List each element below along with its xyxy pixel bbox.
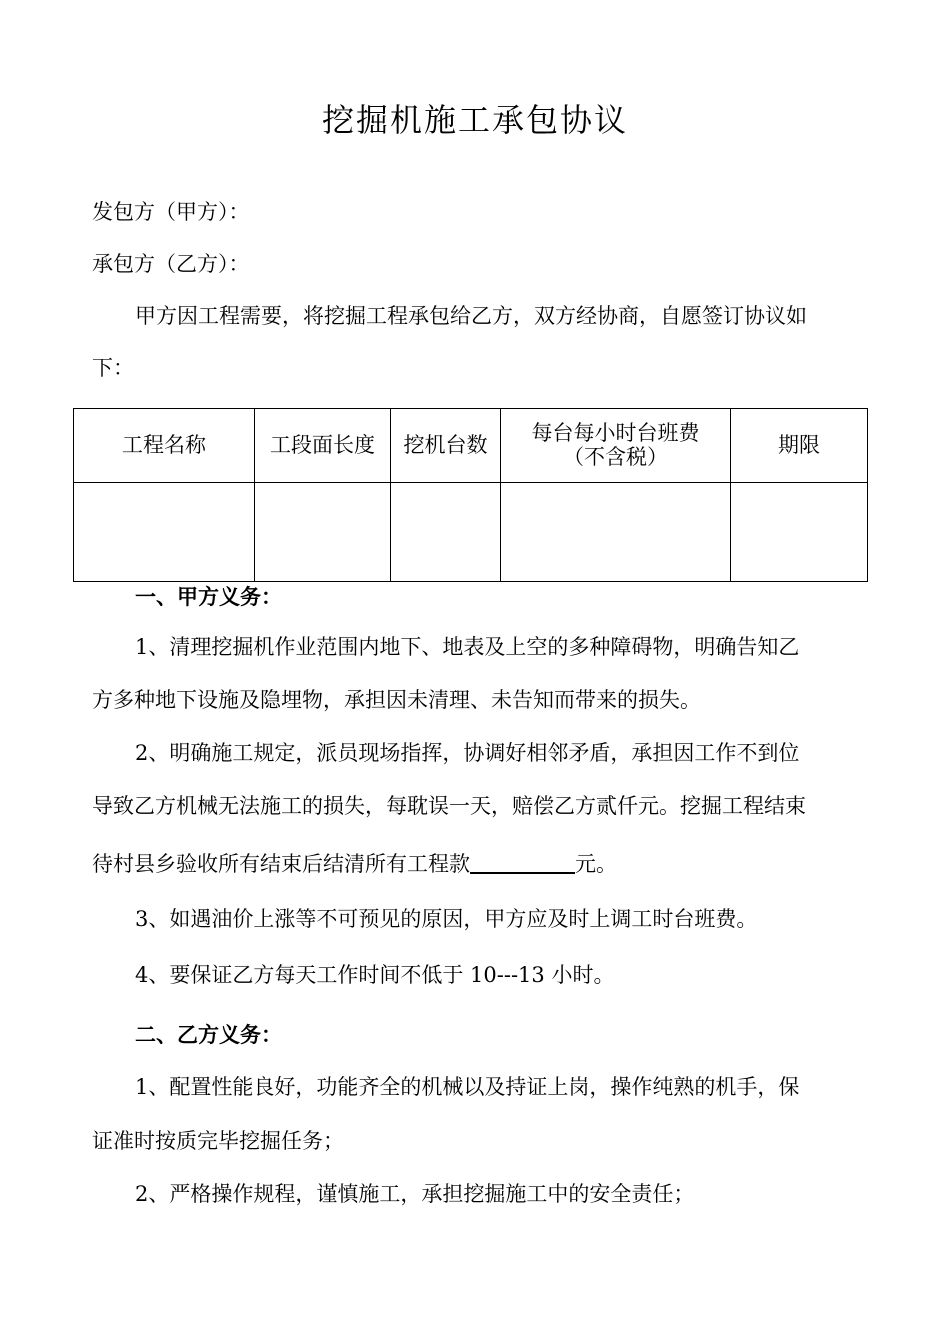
project-table bbox=[73, 408, 868, 582]
section-heading-party-b: 二、乙方义务： bbox=[135, 1022, 282, 1047]
section-heading-party-a: 一、甲方义务： bbox=[135, 584, 282, 609]
tax-note: （不含税） bbox=[563, 444, 668, 469]
currency-unit: 元。 bbox=[575, 852, 617, 876]
hourly-fee-header: 每台每小时台班费 bbox=[531, 421, 700, 446]
table-row bbox=[74, 483, 868, 582]
table-header-cell: 挖机台数 bbox=[391, 409, 501, 483]
party-a-clause-4: 4、要保证乙方每天工作时间不低于 10---13 小时。 bbox=[135, 963, 615, 987]
party-b-clause-1-continued: 证准时按质完毕挖掘任务； bbox=[92, 1129, 344, 1153]
document-title: 挖掘机施工承包协议 bbox=[321, 101, 628, 139]
table-header-cell: 工段面长度 bbox=[255, 409, 391, 483]
party-a-clause-3: 3、如遇油价上涨等不可预见的原因，甲方应及时上调工时台班费。 bbox=[135, 907, 758, 931]
table-cell bbox=[74, 483, 255, 582]
table-header-cell: 期限 bbox=[731, 409, 868, 483]
party-a-clause-2-continued: 导致乙方机械无法施工的损失，每耽误一天，赔偿乙方贰仟元。挖掘工程结束 bbox=[92, 794, 806, 818]
table-cell bbox=[255, 483, 391, 582]
party-b-clause-1: 1、配置性能良好，功能齐全的机械以及持证上岗，操作纯熟的机手，保 bbox=[135, 1075, 800, 1099]
table-cell bbox=[501, 483, 731, 582]
party-a-clause-1-continued: 方多种地下设施及隐埋物，承担因未清理、未告知而带来的损失。 bbox=[92, 688, 701, 712]
party-a-line: 发包方（甲方）： bbox=[92, 200, 250, 224]
party-a-clause-2-payment-line bbox=[92, 852, 858, 875]
amount-blank bbox=[470, 852, 575, 874]
table-header-row bbox=[74, 409, 868, 483]
table-header-cell bbox=[501, 409, 731, 483]
party-b-clause-2: 2、严格操作规程，谨慎施工，承担挖掘施工中的安全责任； bbox=[135, 1182, 695, 1206]
payment-text: 待村县乡验收所有结束后结清所有工程款 bbox=[92, 852, 470, 876]
party-a-clause-2: 2、明确施工规定，派员现场指挥，协调好相邻矛盾，承担因工作不到位 bbox=[135, 741, 800, 765]
intro-paragraph: 甲方因工程需要，将挖掘工程承包给乙方，双方经协商，自愿签订协议如 bbox=[135, 304, 807, 328]
party-a-clause-1: 1、清理挖掘机作业范围内地下、地表及上空的多种障碍物，明确告知乙 bbox=[135, 635, 800, 659]
table-cell bbox=[731, 483, 868, 582]
table-cell bbox=[391, 483, 501, 582]
party-b-line: 承包方（乙方）： bbox=[92, 252, 250, 276]
table-header-cell: 工程名称 bbox=[74, 409, 255, 483]
intro-paragraph-continued: 下： bbox=[92, 356, 134, 380]
